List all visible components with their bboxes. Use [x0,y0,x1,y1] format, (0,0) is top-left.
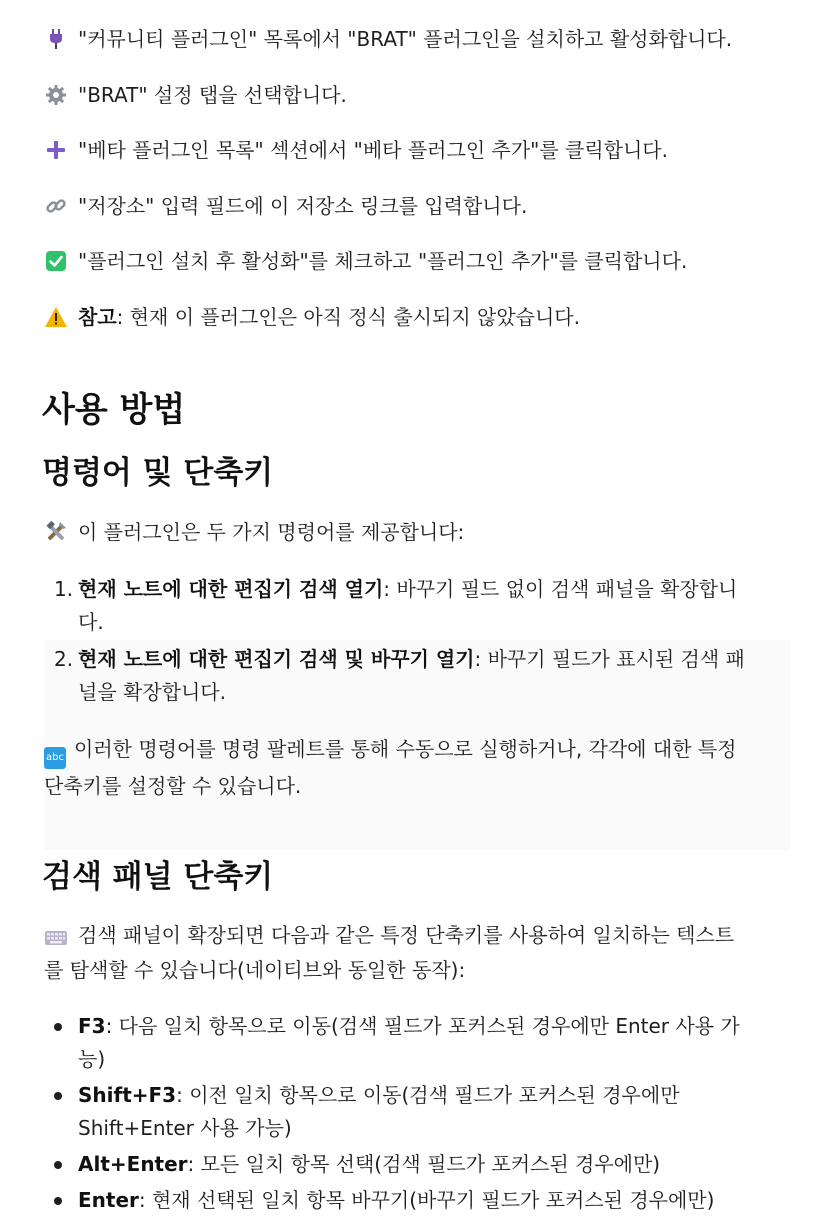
install-step [44,190,795,222]
warning-icon [44,305,68,329]
link-icon [44,194,68,218]
commands-note-line2: 단축키를 설정할 수 있습니다. [44,774,302,798]
install-step [44,79,795,111]
list-number: 2. [54,647,74,671]
list-item [44,643,784,709]
install-step-text: "플러그인 설치 후 활성화"를 체크하고 "플러그인 추가"를 클릭합니다. [78,249,688,273]
command-name: 현재 노트에 대한 편집기 검색 열기 [78,577,384,601]
shortcuts-intro-line1: 검색 패널이 확장되면 다음과 같은 특정 단축키를 사용하여 일치하는 텍스트 [78,923,735,947]
gear-icon [44,83,68,107]
usage-heading: 사용 방법 [42,390,186,430]
shortcut-key: Enter [78,1188,139,1212]
list-number: 1. [54,577,74,601]
install-step [44,134,795,166]
install-step-text: "BRAT" 설정 탭을 선택합니다. [78,83,347,107]
plus-icon [44,138,68,162]
bullet-icon [54,1092,62,1100]
install-step [44,23,795,55]
commands-intro [44,516,795,548]
check-box-icon [44,249,68,273]
shortcut-desc: : 다음 일치 항목으로 이동(검색 필드가 포커스된 경우에만 Enter 사용 가 [105,1014,740,1038]
bullet-icon [54,1197,62,1205]
note-line [44,301,795,333]
install-step-text: "저장소" 입력 필드에 이 저장소 링크를 입력합니다. [78,194,528,218]
note-label: 참고 [78,305,117,329]
shortcut-desc: : 현재 선택된 일치 항목 바꾸기(바꾸기 필드가 포커스된 경우에만) [138,1188,715,1212]
command-desc-cont: 널을 확장합니다. [78,680,226,704]
commands-intro-text: 이 플러그인은 두 가지 명령어를 제공합니다: [78,520,465,544]
shortcuts-heading: 검색 패널 단축키 [42,859,274,895]
install-step-text: "베타 플러그인 목록" 섹션에서 "베타 플러그인 추가"를 클릭합니다. [78,138,668,162]
commands-list [44,573,784,709]
shortcut-desc-cont: Shift+Enter 사용 가능) [78,1116,292,1140]
keyboard-icon [44,926,68,950]
shortcut-desc-cont: 능) [78,1047,106,1071]
list-item [44,1010,784,1076]
plug-icon [44,27,68,51]
list-item [44,573,784,639]
note-text: : 현재 이 플러그인은 아직 정식 출시되지 않았습니다. [116,305,580,329]
list-item [44,1079,784,1145]
commands-note [44,732,794,804]
shortcuts-intro [44,918,794,988]
command-desc: : 바꾸기 필드 없이 검색 패널을 확장합니 [383,577,738,601]
install-step-text: "커뮤니티 플러그인" 목록에서 "BRAT" 플러그인을 설치하고 활성화합니다. [78,27,733,51]
list-item [44,1148,784,1181]
abc-icon: abc [44,747,66,769]
list-item [44,1184,784,1217]
shortcut-desc: : 모든 일치 항목 선택(검색 필드가 포커스된 경우에만) [187,1152,661,1176]
shortcut-desc: : 이전 일치 항목으로 이동(검색 필드가 포커스된 경우에만 [176,1083,680,1107]
install-step [44,245,795,277]
commands-heading: 명령어 및 단축키 [42,455,274,491]
shortcut-key: Alt+Enter [78,1152,188,1176]
command-name: 현재 노트에 대한 편집기 검색 및 바꾸기 열기 [78,647,475,671]
shortcut-key: F3 [78,1014,106,1038]
bullet-icon [54,1023,62,1031]
shortcuts-intro-line2: 를 탐색할 수 있습니다(네이티브와 동일한 동작): [44,958,466,982]
tools-icon [44,520,68,544]
command-desc: : 바꾸기 필드가 표시된 검색 패 [474,647,745,671]
command-desc-cont: 다. [78,610,104,634]
shortcuts-list [44,1010,784,1220]
shortcut-key: Shift+F3 [78,1083,177,1107]
bullet-icon [54,1161,62,1169]
commands-note-line1: 이러한 명령어를 명령 팔레트를 통해 수동으로 실행하거나, 각각에 대한 특정 [74,737,737,761]
